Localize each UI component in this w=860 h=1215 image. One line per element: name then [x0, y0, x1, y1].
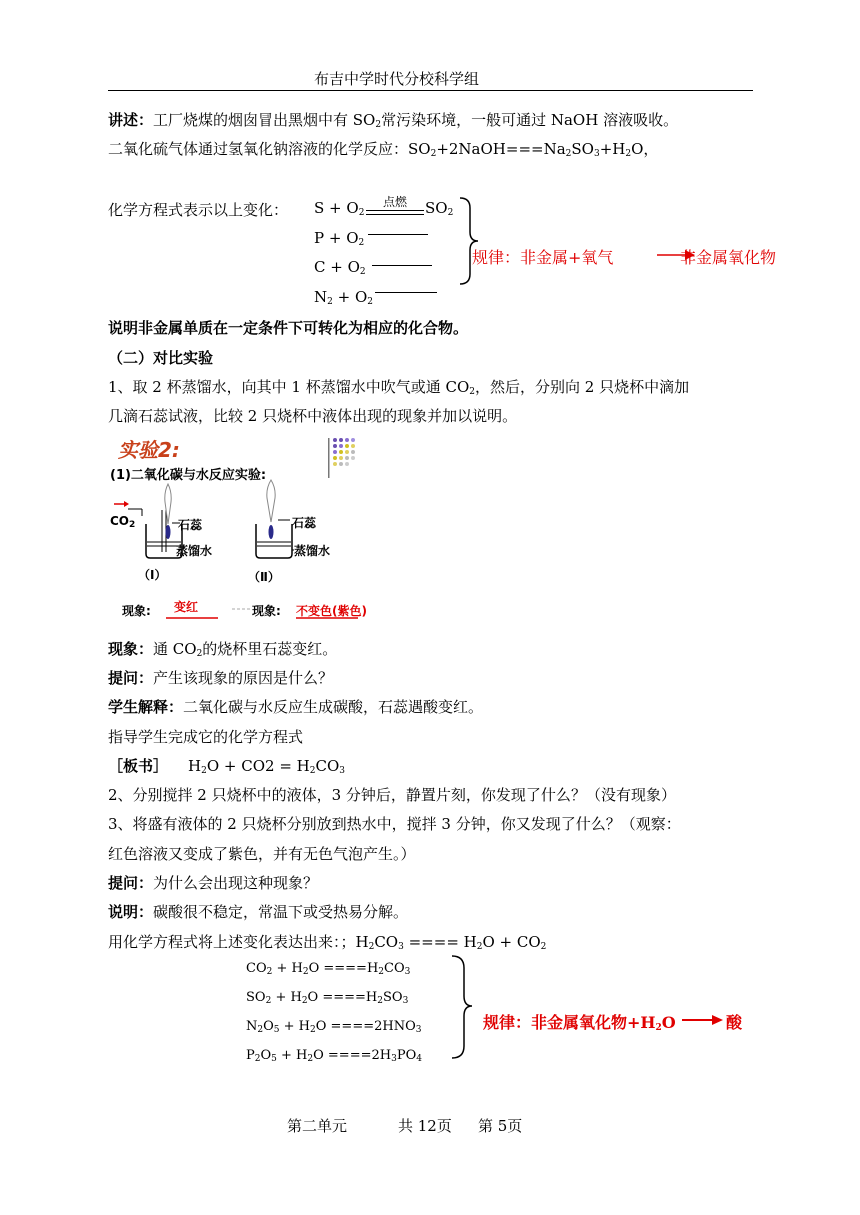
- paragraph-so2-reaction: 二氧化硫气体通过氢氧化钠溶液的化学反应：$SO_2+2NaOH===Na_2SO_3+H_2O$，: [108, 140, 659, 159]
- question-why-2: 提问：为什么会出现这种现象？: [108, 874, 319, 892]
- figure-phen-label-1: 现象:: [122, 604, 151, 618]
- header-rule: [108, 90, 753, 91]
- student-explanation: 学生解释：二氧化碳与水反应生成碳酸，石蕊遇酸变红。: [108, 698, 484, 716]
- figure-phen-value-2: 不变色(紫色): [296, 604, 367, 618]
- dot-grid-decoration: [328, 438, 355, 478]
- figure-title: 实验2:: [118, 438, 180, 462]
- eq-condition: 点燃: [383, 195, 408, 209]
- figure-cup-1: （Ⅰ）: [138, 568, 167, 582]
- brace-2: [446, 954, 474, 1060]
- footer-page: 第 5页: [478, 1117, 523, 1135]
- lecture-label: 讲述：: [108, 111, 154, 129]
- figure-phen-label-2: 现象:: [252, 604, 281, 618]
- guide-text: 指导学生完成它的化学方程式: [108, 728, 304, 746]
- explanation: 说明：碳酸很不稳定，常温下或受热易分解。: [108, 903, 409, 921]
- question-3-line-2: 红色溶液又变成了紫色，并有无色气泡产生。）: [108, 845, 416, 863]
- eq-line-s2: [366, 214, 424, 215]
- eq-row-s-product: $SO_2$: [425, 199, 454, 218]
- footer-total: 共 12页: [398, 1117, 452, 1135]
- footer-unit: 第二单元: [287, 1117, 348, 1135]
- eq-line-n: [375, 292, 437, 293]
- board-equation: ［板书］ $H_2O + CO2 = H_2CO_3$: [108, 757, 345, 776]
- figure-litmus-1: 石蕊: [178, 518, 203, 532]
- eq2-row-p2o5: $P_2O_5 + H_2O ====2H_3PO_4$: [246, 1048, 422, 1064]
- figure-subtitle: (1)二氧化碳与水反应实验:: [110, 468, 267, 483]
- rule-2: 规律：非金属氧化物$+H_2O$: [483, 1013, 676, 1033]
- question-1-line-1: 1、取 2 杯蒸馏水，向其中 1 杯蒸馏水中吹气或通 $CO_2$，然后，分别向 2 只烧杯中滴加: [108, 378, 690, 397]
- eq2-row-n2o5: $N_2O_5 + H_2O ====2HNO_3$: [246, 1019, 422, 1035]
- lecture-text-b: 常污染环境，一般可通过 NaOH 溶液吸收。: [381, 111, 679, 129]
- rule-2-tail: 酸: [726, 1013, 743, 1032]
- figure-water-2: 蒸馏水: [294, 544, 331, 558]
- eq-row-p: $P + O_2$: [314, 229, 365, 248]
- question-3-line-1: 3、将盛有液体的 2 只烧杯分别放到热水中，搅拌 3 分钟，你又发现了什么？（观察：: [108, 815, 681, 833]
- eq2-row-co2: $CO_2 + H_2O ====H_2CO_3$: [246, 961, 411, 977]
- beaker-2: [256, 480, 294, 558]
- section-2-heading: （二）对比实验: [108, 349, 214, 367]
- figure-water-1: 蒸馏水: [176, 544, 213, 558]
- lecture-text-a: 工厂烧煤的烟囱冒出黑烟中有 SO: [153, 111, 376, 129]
- rule-2-arrow: [682, 1013, 724, 1027]
- express-equation: 用化学方程式将上述变化表达出来：；$H_2CO_3$ ==== $H_2O + CO_2$: [108, 933, 547, 952]
- brace-1: [456, 196, 480, 286]
- eq-line-s1: [366, 210, 424, 211]
- question-2: 2、分别搅拌 2 只烧杯中的液体，3 分钟后，静置片刻，你发现了什么？（没有现象）: [108, 786, 676, 804]
- figure-cup-2: （Ⅱ）: [248, 570, 280, 584]
- summary-1: 说明非金属单质在一定条件下可转化为相应的化合物。: [108, 319, 469, 337]
- question-why: 提问：产生该现象的原因是什么？: [108, 669, 334, 687]
- rule-1: 规律：非金属+氧气: [472, 248, 614, 267]
- figure-litmus-2: 石蕊: [292, 516, 317, 530]
- eq-row-c: $C + O_2$: [314, 258, 366, 277]
- paragraph-lecture: 讲述：工厂烧煤的烟囱冒出黑烟中有 $SO_2$常污染环境，一般可通过 NaOH 溶液吸收。: [108, 111, 679, 130]
- experiment-figure: [108, 432, 367, 624]
- figure-phen-value-1: 变红: [174, 600, 199, 614]
- question-1-line-2: 几滴石蕊试液，比较 2 只烧杯中液体出现的现象并加以说明。: [108, 407, 518, 425]
- observation: 现象：通 $CO_2$的烧杯里石蕊变红。: [108, 640, 338, 659]
- eq-line-p: [368, 234, 428, 235]
- eq-row-n: $N_2 + O_2$: [314, 288, 373, 307]
- page-header: 布吉中学时代分校科学组: [314, 70, 480, 88]
- eq-line-c: [372, 265, 432, 266]
- eq2-row-so2: $SO_2 + H_2O ====H_2SO_3$: [246, 990, 409, 1006]
- rule-1-tail: 非金属氧化物: [680, 248, 777, 267]
- eq-row-s: $S + O_2$: [314, 199, 365, 218]
- eq-intro: 化学方程式表示以上变化：: [108, 201, 289, 219]
- figure-co2: $CO_2$: [110, 514, 136, 530]
